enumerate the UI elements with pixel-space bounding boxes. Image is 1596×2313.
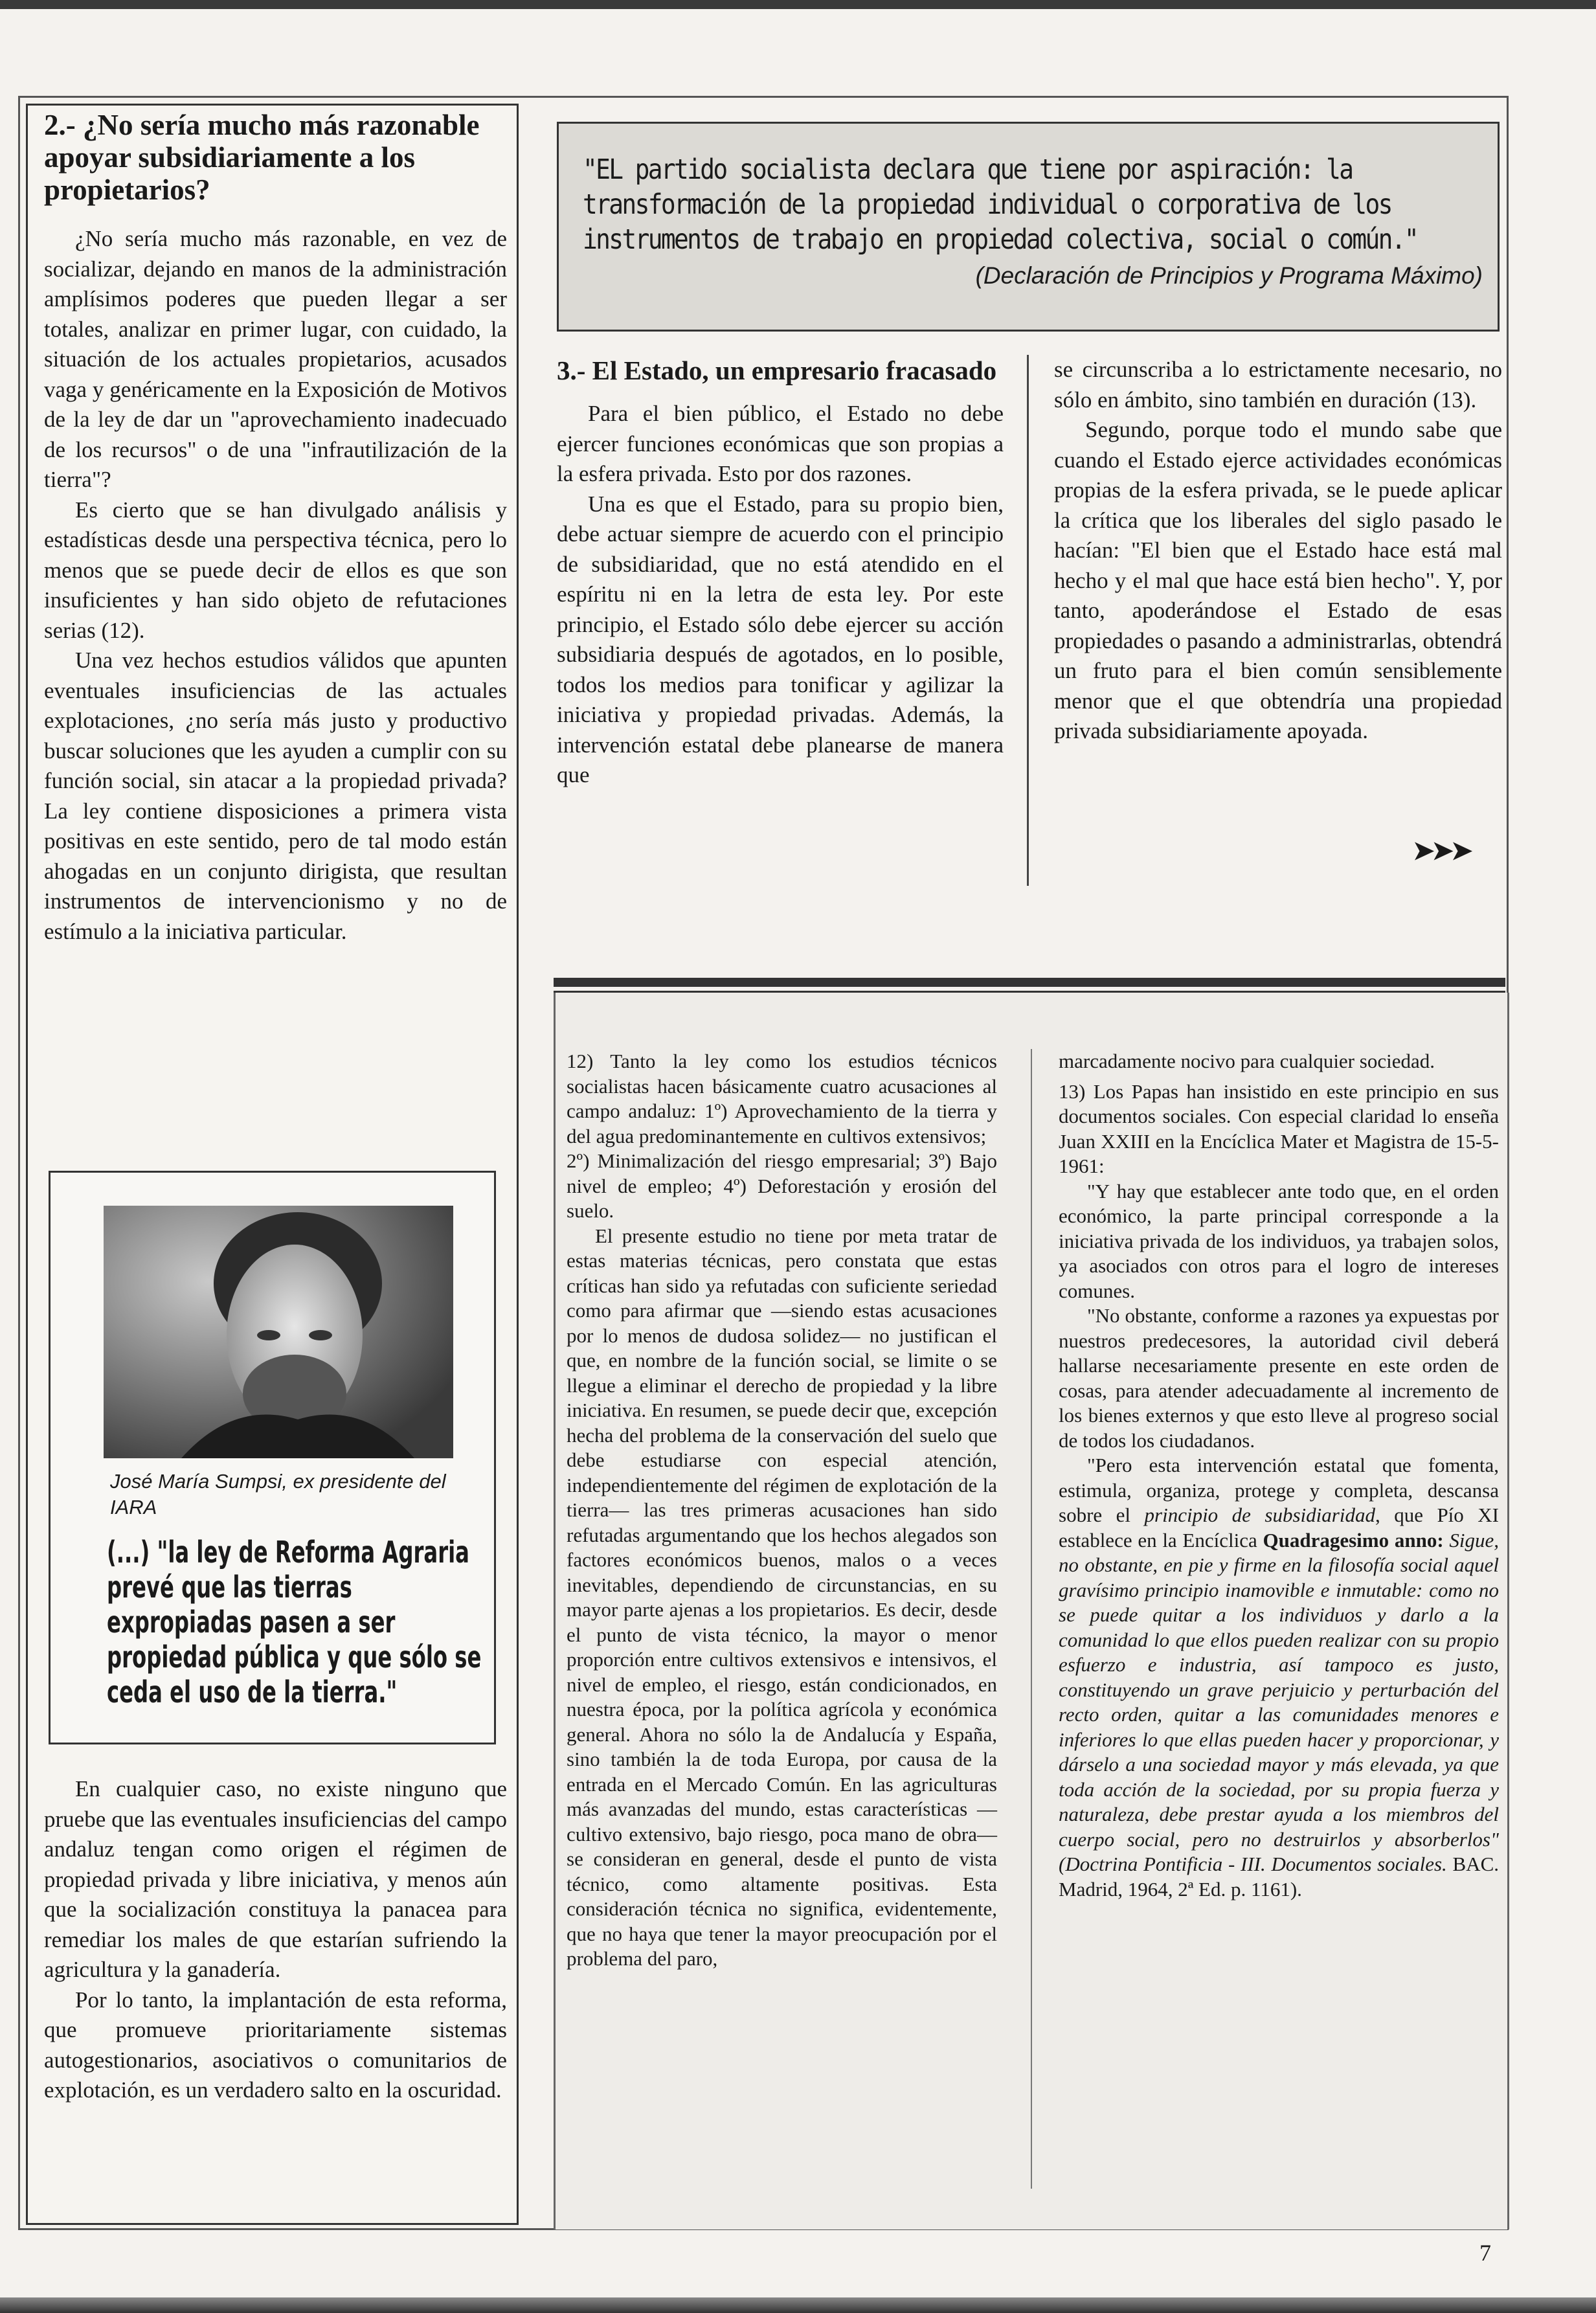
section-2-continued: [44, 1774, 507, 2106]
note-text: , que Pío XI establece en la Encíclica: [1059, 1504, 1499, 1551]
section-2: [44, 109, 507, 947]
paragraph: Una es que el Estado, para su propio bien, debe actuar siempre de acuerdo con el principio de subsidiaridad, que no está atendido en el espíritu ni en la letra de esta ley. Por este principio, el Estado sólo debe ejercer su acción subsidiaria después de agotados, en lo posible, todos los medios para tonificar y agilizar la iniciativa y propiedad privadas. Además, la intervención estatal debe planearse de manera que: [557, 491, 1004, 787]
section-3-title: El Estado, un empresario fracasado: [592, 355, 997, 385]
note-13: [1059, 1079, 1499, 1179]
note-text: BAC. Madrid, 1964, 2ª Ed. p. 1161).: [1059, 1853, 1499, 1901]
section-2-number: 2.-: [44, 109, 76, 141]
paragraph: Es cierto que se han divulgado análisis y estadísticas desde una perspectiva técnica, pero lo menos que se puede decir de ellos es que son insuficientes y han sido objeto de refutaciones serias (12).: [44, 497, 507, 643]
note-12-body: El presente estudio no tiene por meta tratar de estas materias técnicas, pero constata que estas críticas han sido ya refutadas con suficiente seriedad como para afirmar que —siendo estas acusaciones por lo menos de dudosa solidez— no justifican el que, en nombre de la función social, se limite o se llegue a eliminar el derecho de propiedad y la libre iniciativa. En resumen, se puede decir que, excepción hecha del problema de la conservación del suelo que debe estudiarse con especial atención, independientemente del régimen de explotación de la tierra— las tres primeras acusaciones han sido refutadas argumentando que los hechos alegados son factores económicos buenos, malos o a veces inevitables, dependiendo de circunstancias, en su mayor parte ajenas a los propietarios. Es decir, desde el punto de vista técnico, la mayor o menor proporción entre cultivos extensivos e intensivos, el nivel de empleo, el riesgo, están condicionados, en nuestra época, por la política agrícola y económica general. Ahora no sólo la de Andalucía y España, sino también la de toda Europa, por causa de la entrada en el Mercado Común. En las agriculturas más avanzadas del mundo, estas características —cultivo extensivo, bajo riesgo, poca mano de obra— se consideran en general, desde el punto de vista técnico, como altamente positivas. Esta consideración técnica no significa, evidentemente, que no haya que tener la mayor preocupación por el problema del paro,: [567, 1224, 997, 1970]
column-rule: [1027, 355, 1029, 886]
note-12: 12) Tanto la ley como los estudios técnicos socialistas hacen básicamente cuatro acusaciones al campo andaluz: 1º) Aprovechamiento de la tierra y del agua predominantemente en cultivos extensivos;: [567, 1050, 997, 1147]
note-italic: principio de subsidiaridad: [1144, 1504, 1375, 1526]
section-3-body-left: [557, 399, 1004, 791]
top-edge-band: [0, 0, 1596, 9]
portrait-illustration: [104, 1206, 453, 1458]
paragraph: Una vez hechos estudios válidos que apunten eventuales insuficiencias de las actuales explotaciones, ¿no sería más justo y productivo buscar soluciones que les ayuden a cumplir con su función social, sin atacar a la propiedad privada? La ley contiene disposiciones a primera vista positivas en este sentido, pero de tal modo están ahogadas en un conjunto dirigista, que resultan instrumentos de intervencionismo y no de estímulo a la iniciativa particular.: [44, 648, 507, 944]
note-bold: Quadragesimo anno:: [1263, 1528, 1444, 1551]
notes-column-rule: [1031, 1049, 1032, 2189]
note-13-quote-2: "No obstante, conforme a razones ya expuestas por nuestros predecesores, la autoridad civil deberá hallarse necesariamente presente en este orden de cosas, para atender adecuadamente al incremento de los bienes externos y que esto lleve al progreso social de todos los ciudadanos.: [1059, 1304, 1499, 1452]
paragraph: Por lo tanto, la implantación de esta reforma, que promueve prioritariamente sistemas autogestionarios, asociativos o comunitarios de explotación, es un verdadero salto en la oscuridad.: [44, 1987, 507, 2103]
section-3: [557, 355, 1004, 791]
notes-right-column: [1059, 1049, 1499, 1902]
page-number: 7: [1479, 2240, 1491, 2266]
paragraph: Para el bien público, el Estado no debe ejercer funciones económicas que son propias a la esfera privada. Esto por dos razones.: [557, 401, 1004, 486]
photo-caption: José María Sumpsi, ex presidente del IARA: [110, 1470, 446, 1518]
note-12-end: marcadamente nocivo para cualquier sociedad.: [1059, 1050, 1435, 1072]
paragraph: se circunscriba a lo estrictamente necesario, no sólo en ámbito, sino también en duración (13).: [1054, 357, 1502, 412]
section-2-body: [44, 224, 507, 947]
note-12-list: 2º) Minimalización del riesgo empresarial; 3º) Bajo nivel de empleo; 4º) Deforestación y erosión del suelo.: [567, 1149, 997, 1222]
note-text: "Pero esta intervención estatal que fomenta, estimula, organiza, protege y completa, descansa sobre el: [1059, 1454, 1499, 1526]
paragraph: En cualquier caso, no existe ninguno que pruebe que las eventuales insuficiencias del campo andaluz tengan como origen el régimen de propiedad privada y libre iniciativa, y menos aún que la socialización constituya la panacea para remediar los males de que estarían sufriendo la agricultura y la ganadería.: [44, 1776, 507, 1982]
notes-divider: [554, 978, 1505, 987]
portrait-photo: [104, 1206, 453, 1458]
section-3-heading: [557, 355, 1004, 386]
note-italic: Sigue, no obstante, en pie y firme en la filosofía social aquel gravísimo principio inamovible e inmutable: como no se puede quitar a los individuos y darlo a la comunidad lo que ellos pueden realizar con su propio esfuerzo e industria, así tampoco es justo, constituyendo un grave perjuicio y perturbación del recto orden, quitar a las comunidades menores e inferiores lo que ellas pueden hacer y proporcionar, y dárselo a una sociedad mayor y más elevada, ya que toda acción de la sociedad, por su propia fuerza y naturaleza, debe prestar ayuda a los miembros del cuerpo social, pero no destruirlos y absorberlos" (Doctrina Pontificia - III. Documentos sociales.: [1059, 1528, 1499, 1875]
quote-source: (Declaración de Principios y Programa Máximo): [975, 262, 1483, 289]
paragraph: ¿No sería mucho más razonable, en vez de socializar, dejando en manos de la administración amplísimos poderes que pueden llegar a ser totales, analizar en primer lugar, con cuidado, la situación de los actuales propietarios, acusados vaga y genéricamente en la Exposición de Motivos de la ley de dar un "aprovechamiento inadecuado de los recursos" o de una "infrautilización de la tierra"?: [44, 226, 507, 492]
quote-text: "EL partido socialista declara que tiene por aspiración: la transformación de la propiedad individual o corporativa de los instrumentos de trabajo en propiedad colectiva, social o común.": [583, 153, 1418, 256]
section-2-heading: [44, 109, 507, 206]
section-3-number: 3.-: [557, 355, 586, 385]
section-2-title: ¿No sería mucho más razonable apoyar subsidiariamente a los propietarios?: [44, 109, 480, 206]
continue-arrows-icon: ➤➤➤: [1413, 836, 1470, 865]
note-13-quote-3: [1059, 1453, 1499, 1902]
notes-left-column: [567, 1049, 997, 1972]
note-13-quote-1: "Y hay que establecer ante todo que, en el orden económico, la parte principal corresponde a la iniciativa privada de los individuos, ya trabajen solos, ya asociados con otros para el logro de intereses comunes.: [1059, 1179, 1499, 1302]
pull-quote: (...) "la ley de Reforma Agraria prevé que las tierras expropiadas pasen a ser propiedad pública y que sólo se ceda el uso de la tierra.": [107, 1535, 482, 1709]
paragraph: Segundo, porque todo el mundo sabe que cuando el Estado ejerce actividades económicas propias de la esfera privada, se le puede aplicar la crítica que los liberales del siglo pasado le hacían: "El bien que el Estado hace está mal hecho y el mal que hace está bien hecho". Y, por tanto, apoderándose el Estado de esas propiedades o pasando a administrarlas, obtendrá un fruto para el bien común sensiblemente menor que el que obtendría una propiedad privada subsidiariamente apoyada.: [1054, 417, 1502, 743]
section-3-body-right: [1054, 355, 1502, 747]
note-13-text: 13) Los Papas han insistido en este principio en sus documentos sociales. Con especial claridad lo enseña Juan XXIII en la Encíclica Mater et Magistra de 15-5-1961:: [1059, 1079, 1499, 1177]
bottom-edge-band: [0, 2297, 1596, 2313]
